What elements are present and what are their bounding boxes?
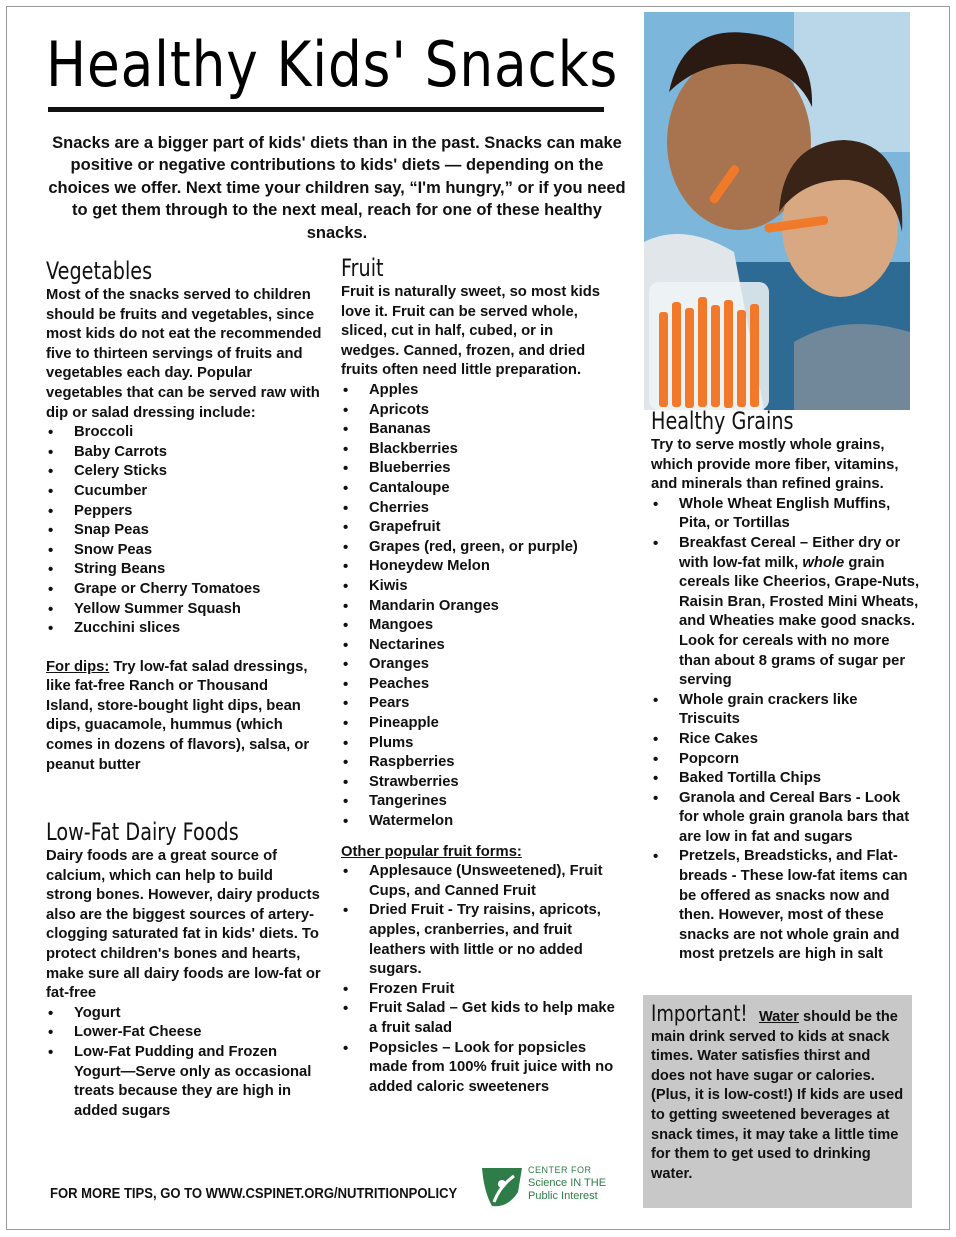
vegetables-text: Most of the snacks served to children should be fruits and vegetables, since most kids do not eat the recommended five to thirteen servings of fruits and vegetables each day. Popular vegetables that can be served raw with dip or salad dressing include: [46, 287, 322, 421]
dairy-text: Dairy foods are a great source of calcium, which can help to build strong bones. However, dairy products also are the biggest sources of artery-clogging saturated fat in kids' diets. To protect children's bones and hearts, make sure all dairy foods are low-fat or fat-free [46, 848, 321, 1002]
list-item: • Peppers [46, 502, 326, 522]
fruit-heading: Fruit [341, 254, 384, 282]
list-item: • Pineapple [341, 714, 627, 734]
list-item: • Yellow Summer Squash [46, 600, 326, 620]
grains-section [651, 406, 923, 965]
list-item: • Baked Tortilla Chips [651, 769, 921, 789]
vegetables-heading: Vegetables [46, 257, 153, 285]
list-item: • Mangoes [341, 616, 627, 636]
list-item: • Applesauce (Unsweetened), Fruit Cups, and Canned Fruit [341, 862, 625, 901]
vegetables-section [46, 256, 326, 775]
footer-tips: FOR MORE TIPS, GO TO WWW.CSPINET.ORG/NUTRITIONPOLICY [50, 1186, 458, 1202]
list-item: • Tangerines [341, 792, 627, 812]
fruit-section [341, 253, 627, 1097]
list-item: • Whole grain crackers like Triscuits [651, 691, 921, 730]
list-item: • Whole Wheat English Muffins, Pita, or Tortillas [651, 495, 921, 534]
list-item: • Grapes (red, green, or purple) [341, 538, 627, 558]
grains-list [651, 495, 921, 965]
list-item: • Dried Fruit - Try raisins, apricots, apples, cranberries, and fruit leathers with little or no added sugars. [341, 901, 625, 979]
list-item: • Pretzels, Breadsticks, and Flat-breads - These low-fat items can be offered as snacks now and then. However, most of these snacks are not whole grain and most pretzels are high in salt [651, 847, 921, 965]
dips-paragraph [46, 658, 316, 776]
list-item: • Zucchini slices [46, 619, 326, 639]
fruit-text: Fruit is naturally sweet, so most kids love it. Fruit can be served whole, sliced, cut in half, cubed, or in wedges. Canned, frozen, and dried fruits often need little preparation. [341, 284, 601, 379]
list-item: • Oranges [341, 655, 627, 675]
list-item: • Pears [341, 694, 627, 714]
important-heading: Important! [651, 1002, 748, 1027]
dips-label: For dips: [46, 658, 110, 675]
list-item: • Yogurt [46, 1004, 316, 1024]
grains-heading: Healthy Grains [651, 407, 794, 435]
list-item: • Broccoli [46, 423, 326, 443]
logo-line-1: CENTER FOR [528, 1165, 592, 1175]
list-item: • Snap Peas [46, 521, 326, 541]
important-text [651, 1002, 907, 1184]
list-item: • Apples [341, 381, 627, 401]
dairy-section [46, 817, 326, 1121]
list-item: • Kiwis [341, 577, 627, 597]
list-item: • Blueberries [341, 459, 627, 479]
dips-text: Try low-fat salad dressings, like fat-free Ranch or Thousand Island, store-bought light dips, bean dips, guacamole, hummus (which comes in dozens of flavors), salsa, or peanut butter [46, 658, 310, 773]
page-title: Healthy Kids' Snacks [46, 28, 619, 101]
logo-line-2: Science IN THE [528, 1177, 607, 1189]
list-item: • Blackberries [341, 440, 627, 460]
list-item: • Bananas [341, 420, 627, 440]
list-item: • Honeydew Melon [341, 557, 627, 577]
list-item: • Cantaloupe [341, 479, 627, 499]
other-fruit-list [341, 862, 625, 1097]
title-rule [48, 107, 604, 112]
list-item: • Grapefruit [341, 518, 627, 538]
other-fruit-label: Other popular fruit forms: [341, 843, 522, 860]
dairy-heading: Low-Fat Dairy Foods [46, 818, 239, 846]
kids-photo [644, 12, 910, 410]
list-item: • Popcorn [651, 750, 921, 770]
list-item: • Mandarin Oranges [341, 597, 627, 617]
list-item: • Popsicles – Look for popsicles made from 100% fruit juice with no added caloric sweeteners [341, 1039, 625, 1098]
dairy-list [46, 1004, 316, 1122]
list-item: • Low-Fat Pudding and Frozen Yogurt—Serve only as occasional treats because they are high in added sugars [46, 1043, 316, 1121]
list-item: • String Beans [46, 560, 326, 580]
list-item: • Apricots [341, 401, 627, 421]
list-item: • Plums [341, 734, 627, 754]
list-item: • Strawberries [341, 773, 627, 793]
list-item: • Celery Sticks [46, 462, 326, 482]
list-item: • Lower-Fat Cheese [46, 1023, 316, 1043]
list-item: • Granola and Cereal Bars - Look for whole grain granola bars that are low in fat and sugars [651, 789, 921, 848]
water-word: Water [758, 1009, 799, 1025]
list-item: • Baby Carrots [46, 443, 326, 463]
list-item: • Snow Peas [46, 541, 326, 561]
list-item: • Fruit Salad – Get kids to help make a fruit salad [341, 999, 625, 1038]
list-item: • Rice Cakes [651, 730, 921, 750]
list-item: • Peaches [341, 675, 627, 695]
list-item: • Raspberries [341, 753, 627, 773]
important-body: should be the main drink served to kids at snack times. Water satisfies thirst and does not have sugar or calories. (Plus, it is low-cost!) If kids are used to getting sweetened beverages at snack times, it may take a little time for them to get used to drinking water. [651, 1009, 904, 1182]
kids-eating-carrots-image [644, 12, 910, 410]
list-item: • Cucumber [46, 482, 326, 502]
list-item: • Cherries [341, 499, 627, 519]
logo-line-3: Public Interest [528, 1190, 598, 1202]
grains-text: Try to serve mostly whole grains, which provide more fiber, vitamins, and minerals than refined grains. [651, 437, 899, 493]
list-item: • Grape or Cherry Tomatoes [46, 580, 326, 600]
list-item-breakfast-cereal: • Breakfast Cereal – Either dry or with low-fat milk, whole grain cereals like Cheerios, Grape-Nuts, Raisin Bran, Frosted Mini Wheats, and Wheaties make good snacks. Look for cereals with no more than about 8 grams of sugar per serving [651, 534, 921, 691]
leaf-logo-icon [478, 1162, 526, 1210]
list-item: • Frozen Fruit [341, 980, 625, 1000]
fruit-list [341, 381, 627, 832]
vegetables-list [46, 423, 326, 639]
cspi-logo-text [528, 1164, 606, 1203]
intro-paragraph: Snacks are a bigger part of kids' diets than in the past. Snacks can make positive or negative contributions to kids' diets — depending on the choices we offer. Next time your children say, “I'm hungry,” or if you need to get them through to the next meal, reach for one of these healthy snacks. [48, 134, 626, 242]
list-item: • Watermelon [341, 812, 627, 832]
list-item: • Nectarines [341, 636, 627, 656]
